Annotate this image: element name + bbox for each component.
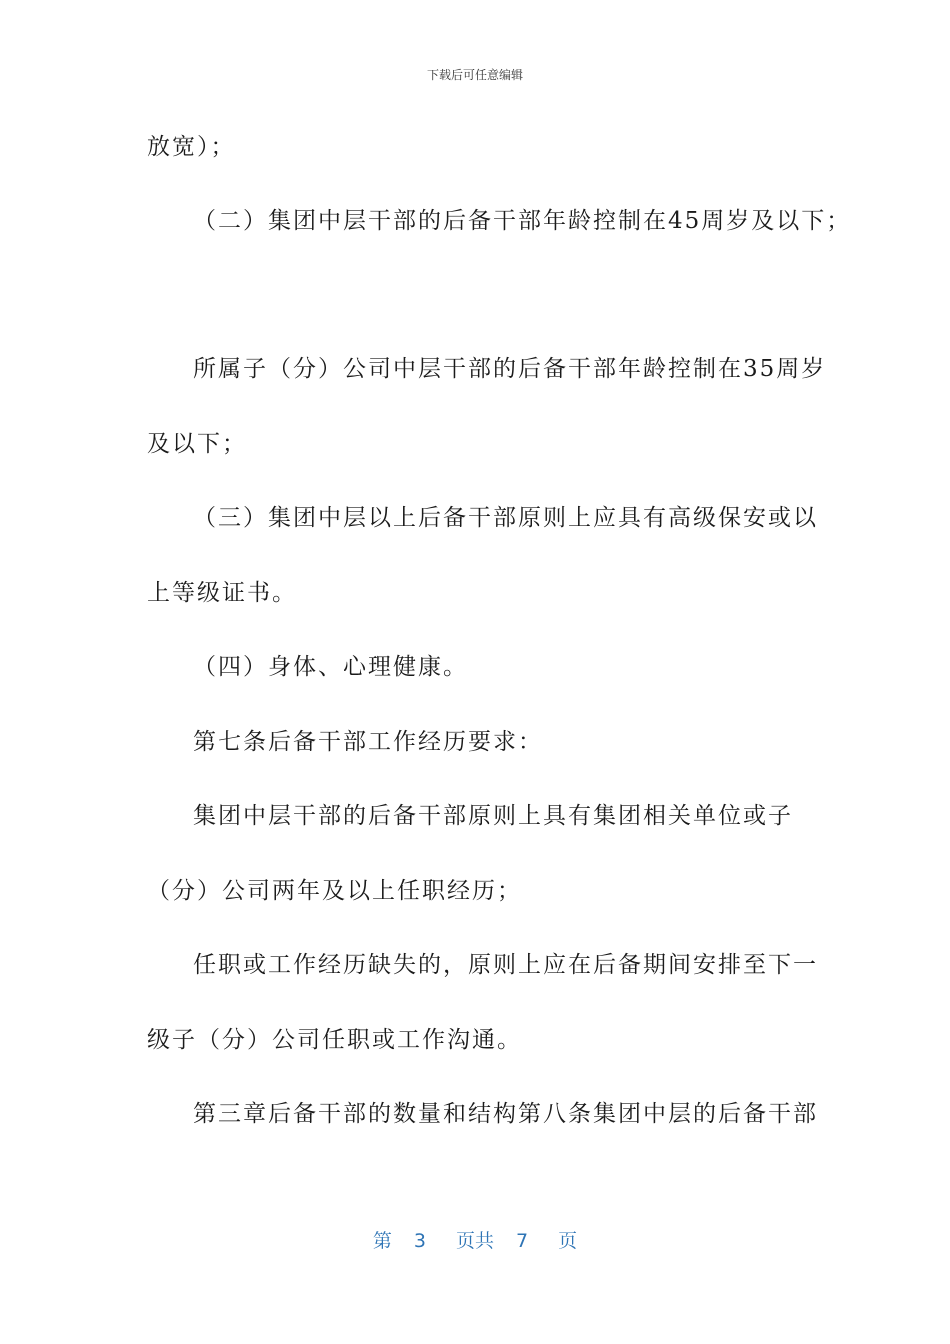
body-line-9: 集团中层干部的后备干部原则上具有集团相关单位或子	[193, 803, 793, 829]
body-line-6: 上等级证书。	[147, 580, 297, 606]
body-line-13: 第三章后备干部的数量和结构第八条集团中层的后备干部	[193, 1101, 818, 1127]
footer-current-page: 3	[413, 1230, 426, 1252]
body-line-1: 放宽）；	[147, 134, 236, 160]
page-header-note: 下载后可任意编辑	[426, 68, 523, 82]
body-line-4: 及以下；	[147, 431, 247, 457]
body-line-3: 所属子（分）公司中层干部的后备干部年龄控制在35周岁	[193, 356, 827, 382]
body-line-10: （分）公司两年及以上任职经历；	[147, 878, 522, 904]
footer-middle: 页共	[455, 1230, 494, 1252]
body-line-12: 级子（分）公司任职或工作沟通。	[147, 1027, 522, 1053]
footer-total-pages: 7	[516, 1230, 529, 1252]
body-line-8: 第七条后备干部工作经历要求：	[193, 729, 543, 755]
body-line-5: （三）集团中层以上后备干部原则上应具有高级保安或以	[193, 505, 818, 531]
footer-suffix: 页	[558, 1230, 578, 1252]
body-line-11: 任职或工作经历缺失的，原则上应在后备期间安排至下一	[193, 952, 818, 978]
body-line-7: （四）身体、心理健康。	[193, 654, 468, 680]
page-number-footer	[0, 1226, 950, 1253]
body-line-2: （二）集团中层干部的后备干部年龄控制在45周岁及以下；	[193, 208, 852, 234]
footer-prefix: 第	[372, 1230, 392, 1252]
